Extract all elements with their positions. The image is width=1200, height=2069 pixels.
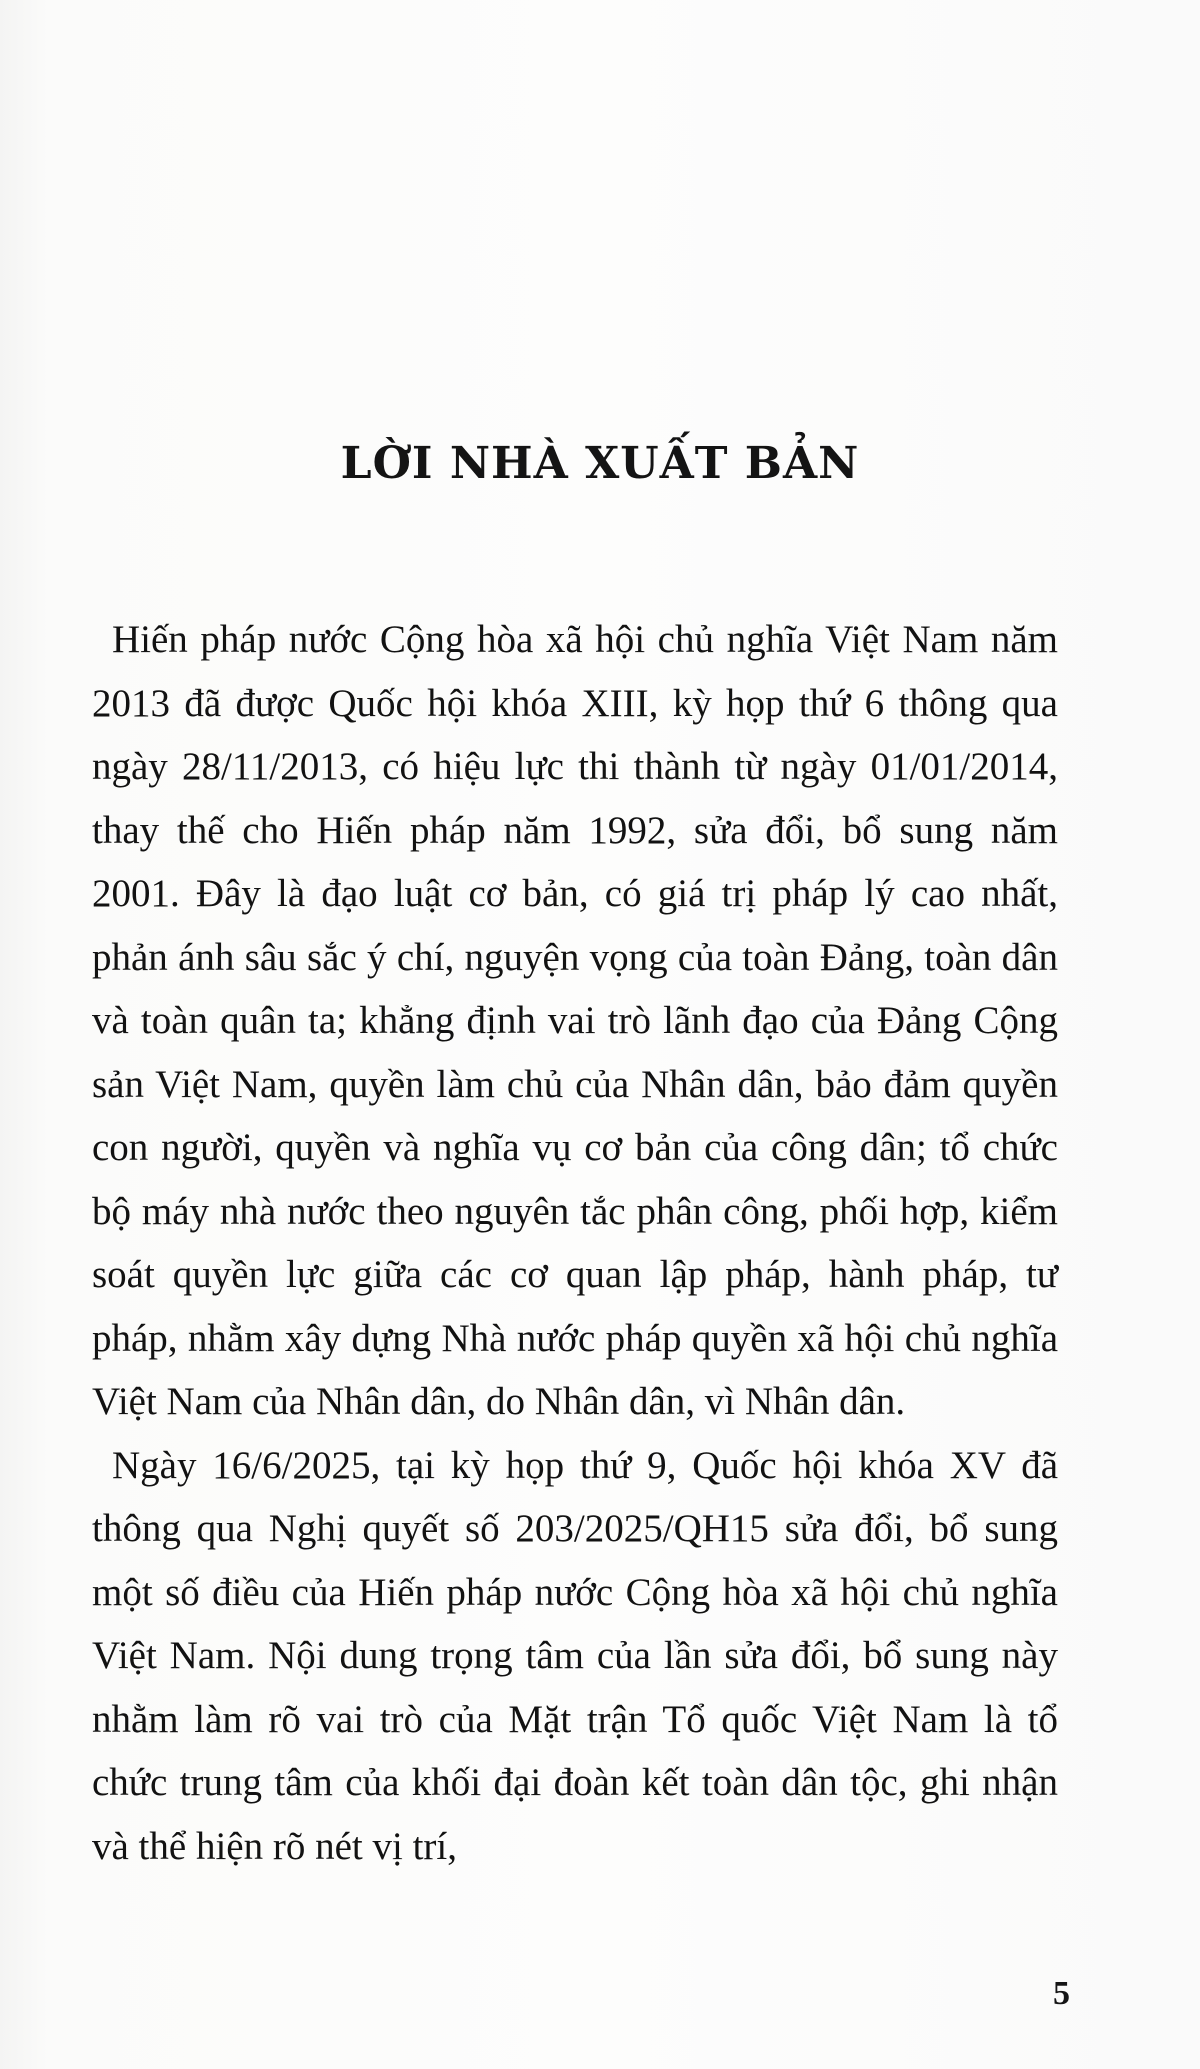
body-text (92, 608, 1058, 1878)
paragraph-2: Ngày 16/6/2025, tại kỳ họp thứ 9, Quốc hội khóa XV đã thông qua Nghị quyết số 203/2025/QH15 sửa đổi, bổ sung một số điều của Hiến pháp nước Cộng hòa xã hội chủ nghĩa Việt Nam. Nội dung trọng tâm của lần sửa đổi, bổ sung này nhằm làm rõ vai trò của Mặt trận Tổ quốc Việt Nam là tổ chức trung tâm của khối đại đoàn kết toàn dân tộc, ghi nhận và thể hiện rõ nét vị trí, (92, 1443, 1058, 1868)
page-heading: LỜI NHÀ XUẤT BẢN (340, 438, 860, 489)
page-number: 5 (1053, 1975, 1070, 2012)
paragraph-1: Hiến pháp nước Cộng hòa xã hội chủ nghĩa Việt Nam năm 2013 đã được Quốc hội khóa XIII, kỳ họp thứ 6 thông qua ngày 28/11/2013, có hiệu lực thi thành từ ngày 01/01/2014, thay thế cho Hiến pháp năm 1992, sửa đổi, bổ sung năm 2001. Đây là đạo luật cơ bản, có giá trị pháp lý cao nhất, phản ánh sâu sắc ý chí, nguyện vọng của toàn Đảng, toàn dân và toàn quân ta; khẳng định vai trò lãnh đạo của Đảng Cộng sản Việt Nam, quyền làm chủ của Nhân dân, bảo đảm quyền con người, quyền và nghĩa vụ cơ bản của công dân; tổ chức bộ máy nhà nước theo nguyên tắc phân công, phối hợp, kiểm soát quyền lực giữa các cơ quan lập pháp, hành pháp, tư pháp, nhằm xây dựng Nhà nước pháp quyền xã hội chủ nghĩa Việt Nam của Nhân dân, do Nhân dân, vì Nhân dân. (92, 618, 1058, 1423)
